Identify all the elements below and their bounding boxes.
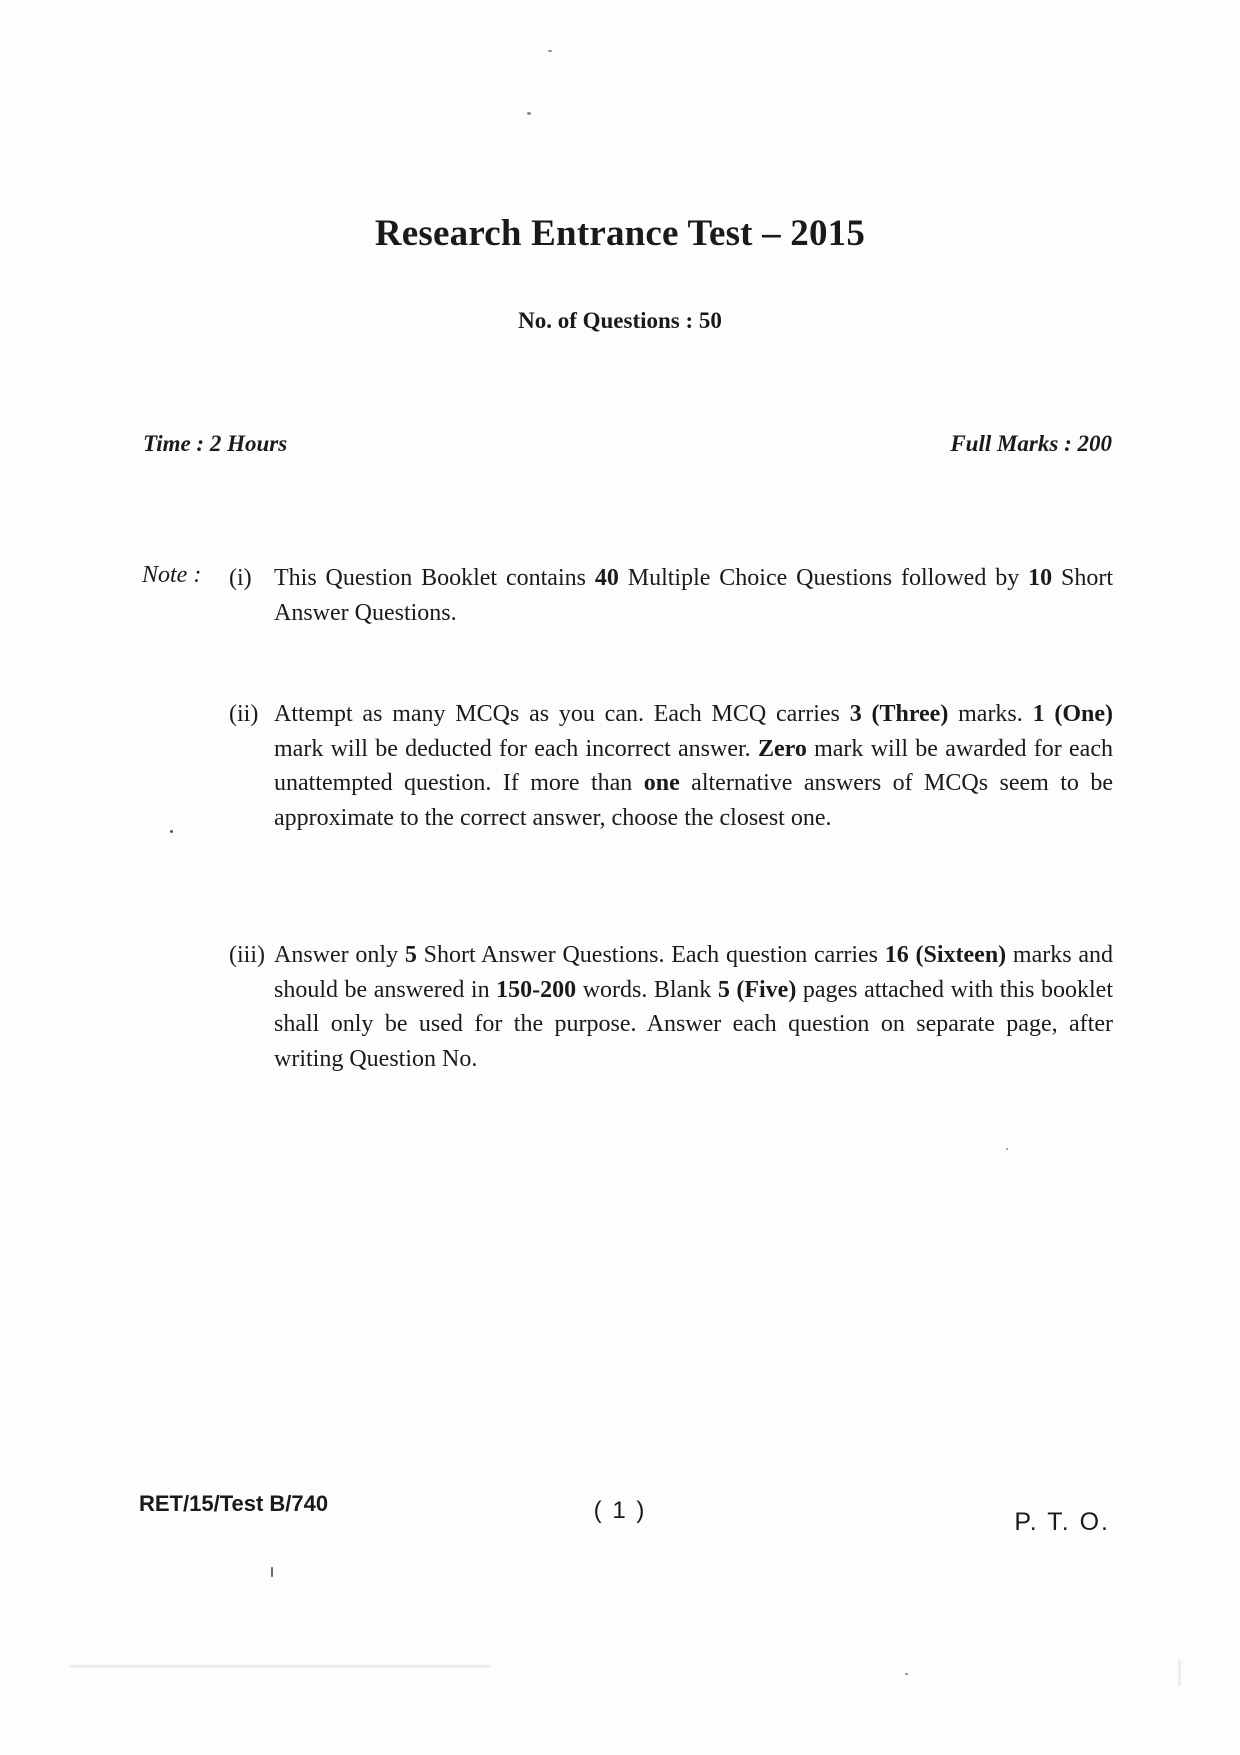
time-allowed: Time : 2 Hours — [143, 431, 288, 456]
scan-speck — [548, 50, 552, 52]
note-emphasis: 5 — [404, 942, 417, 968]
scan-smudge — [1178, 1660, 1181, 1686]
note-emphasis: 10 — [1028, 565, 1053, 591]
note-item-text — [274, 561, 1113, 630]
note-text-run: Short Answer Questions. — [274, 565, 1113, 626]
note-item-number: (ii) — [229, 701, 259, 727]
note-text-run: Answer only — [274, 942, 405, 968]
note-label: Note : — [142, 562, 202, 588]
note-text-run: mark will be deducted for each incorrect answer. — [274, 735, 758, 762]
scan-speck — [905, 1673, 908, 1675]
note-item — [229, 938, 1113, 1076]
note-emphasis: 5 (Five) — [717, 976, 797, 1003]
please-turn-over: P. T. O. — [1014, 1508, 1110, 1536]
note-emphasis: one — [643, 770, 680, 796]
scan-speck — [170, 830, 173, 833]
note-item-number: (iii) — [229, 942, 265, 968]
scan-speck — [527, 112, 531, 115]
note-emphasis: 1 (One) — [1032, 701, 1113, 727]
note-text-run: pages attached with this booklet shall only be used for the purpose. Answer each question on separate page, after writing Question No. — [274, 976, 1114, 1072]
note-emphasis: 3 (Three) — [849, 701, 949, 727]
booklet-code: RET/15/Test B/740 — [139, 1491, 329, 1516]
note-emphasis: 150-200 — [496, 976, 577, 1003]
note-text-run: marks. — [948, 701, 1033, 727]
note-emphasis: Zero — [757, 735, 807, 762]
note-text-run: words. Blank — [576, 976, 718, 1003]
scan-speck — [271, 1567, 273, 1577]
page-number: ( 1 ) — [593, 1497, 647, 1524]
note-text-run: alternative answers of MCQs seem to be approximate to the correct answer, choose the closest one. — [274, 770, 1114, 831]
note-emphasis: 40 — [594, 565, 619, 591]
scan-smudge — [70, 1665, 490, 1668]
scan-speck — [1006, 1148, 1008, 1150]
note-item-number: (i) — [229, 565, 252, 591]
note-text-run: This Question Booklet contains — [274, 565, 595, 591]
note-item-text — [274, 697, 1113, 835]
note-text-run: marks and should be answered in — [274, 942, 1113, 1003]
note-item-text — [274, 938, 1113, 1076]
note-item — [229, 697, 1113, 835]
full-marks: Full Marks : 200 — [950, 431, 1112, 456]
note-text-run: Attempt as many MCQs as you can. Each MCQ carries — [274, 701, 850, 727]
number-of-questions: No. of Questions : 50 — [518, 308, 722, 333]
note-text-run: Multiple Choice Questions followed by — [618, 565, 1029, 591]
page-title: Research Entrance Test – 2015 — [374, 213, 866, 254]
note-text-run: Short Answer Questions. Each question carries — [416, 942, 885, 968]
note-text-run: mark will be awarded for each unattempted question. If more than — [274, 735, 1113, 796]
note-item — [229, 561, 1113, 630]
note-emphasis: 16 (Sixteen) — [884, 942, 1007, 968]
